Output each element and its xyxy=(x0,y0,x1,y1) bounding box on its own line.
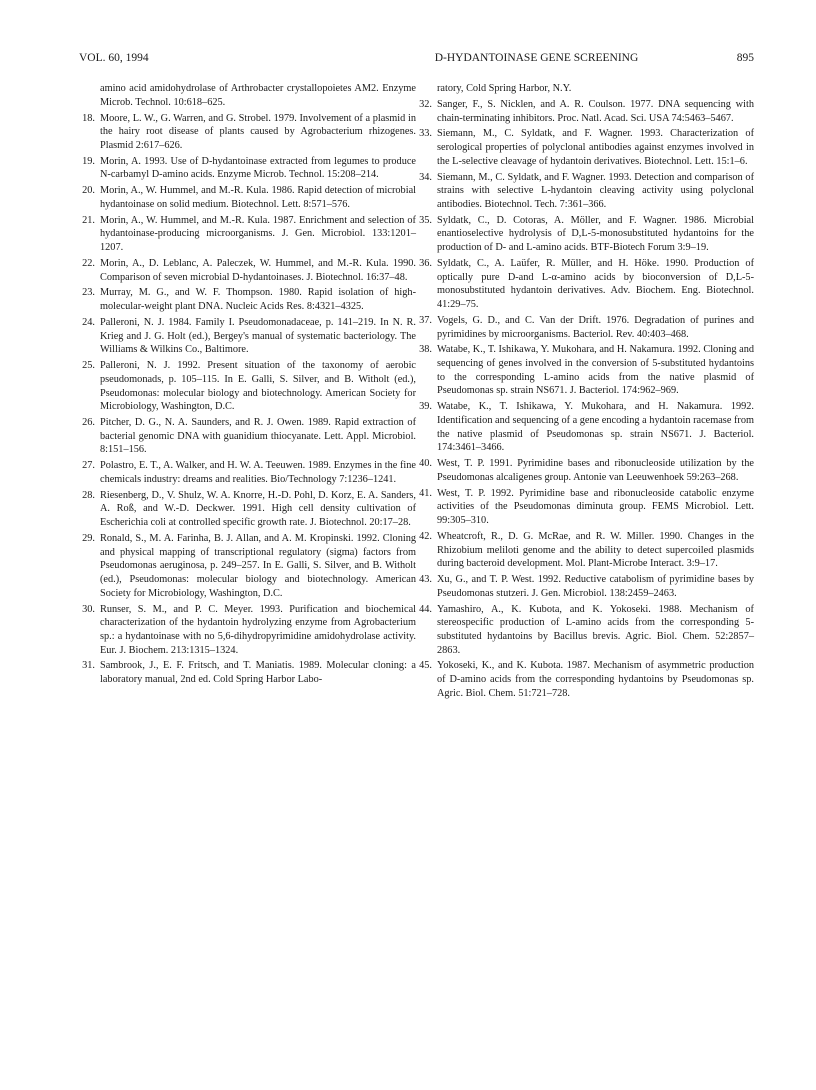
reference-number: 27. xyxy=(82,460,95,472)
reference-number: 43. xyxy=(419,574,432,586)
reference-entry xyxy=(416,171,754,212)
reference-text: Riesenberg, D., V. Shulz, W. A. Knorre, H.-D. Pohl, D. Korz, E. A. Sanders, A. Roß, and W.-D. Deckwer. 1991. High cell density cultivation of Escherichia coli at controlled specific growth rate. J. Biotechnol. 20:17–28. xyxy=(100,489,416,529)
reference-continuation: ratory, Cold Spring Harbor, N.Y. xyxy=(437,83,572,94)
reference-text: Sanger, F., S. Nicklen, and A. R. Coulson. 1977. DNA sequencing with chain-terminating inhibitors. Proc. Natl. Acad. Sci. USA 74:5463–5467. xyxy=(437,98,754,124)
reference-entry xyxy=(416,400,754,455)
reference-entry xyxy=(79,257,416,284)
reference-number: 18. xyxy=(82,112,95,124)
reference-text: Yokoseki, K., and K. Kubota. 1987. Mechanism of asymmetric production of D-amino acids from the corresponding hydantoins by Pseudomonas sp. Agric. Biol. Chem. 51:721–728. xyxy=(437,660,754,699)
running-title: D-HYDANTOINASE GENE SCREENING xyxy=(434,52,639,64)
reference-number: 39. xyxy=(419,401,432,413)
reference-number: 44. xyxy=(419,603,432,615)
reference-number: 28. xyxy=(82,489,95,501)
reference-entry xyxy=(79,359,416,414)
reference-text: Polastro, E. T., A. Walker, and H. W. A. Teeuwen. 1989. Enzymes in the fine chemicals industry: dreams and realities. Bio/Technology 7:1236–1241. xyxy=(100,460,416,485)
reference-number: 26. xyxy=(82,417,95,429)
volume-label: VOL. 60, 1994 xyxy=(79,52,149,64)
reference-text: Ronald, S., M. A. Farinha, B. J. Allan, and A. M. Kropinski. 1992. Cloning and physical mapping of transcriptional regulatory (sigma) factors from Pseudomonas aeruginosa, p. 249–257. In E. Galli, S. Silver, and B. Witholt (ed.), Pseudomonas: molecular biology and biotechnology. American Society for Microbiology, Washington, D.C. xyxy=(100,532,416,599)
reference-number: 36. xyxy=(419,257,432,269)
reference-entry xyxy=(416,573,754,600)
reference-entry xyxy=(416,457,754,484)
reference-entry xyxy=(79,489,416,530)
reference-number: 20. xyxy=(82,185,95,197)
page-number: 895 xyxy=(736,52,754,64)
reference-text: Moore, L. W., G. Warren, and G. Strobel. 1979. Involvement of a plasmid in the hairy root disease of plants caused by Agrobacterium rhizogenes. Plasmid 2:617–626. xyxy=(100,112,416,151)
reference-text: Runser, S. M., and P. C. Meyer. 1993. Purification and biochemical characterization of the hydantoin hydrolyzing enzyme from Agrobacterium sp.: a hydantoinase with no 5,6-dihydropyrimidine amidohydrolase activity. Eur. J. Biochem. 213:1315–1324. xyxy=(100,603,416,656)
reference-entry xyxy=(416,659,754,700)
reference-continuation: amino acid amidohydrolase of Arthrobacter crystallopoietes AM2. Enzyme Microb. Technol. 10:618–625. xyxy=(100,83,416,108)
reference-number: 41. xyxy=(419,487,432,499)
reference-text: Watabe, K., T. Ishikawa, Y. Mukohara, and H. Nakamura. 1992. Cloning and sequencing of genes involved in the conversion of 5-substituted hydantoins to the corresponding L-amino acids from the native plasmid of Pseudomonas sp. strain NS671. J. Bacteriol. 174:962–969. xyxy=(437,344,754,397)
reference-number: 30. xyxy=(82,603,95,615)
reference-text: Morin, A., W. Hummel, and M.-R. Kula. 1987. Enrichment and selection of hydantoinase-producing microorganisms. J. Gen. Microbiol. 133:1201–1207. xyxy=(100,214,416,254)
reference-entry xyxy=(79,659,416,686)
reference-number: 40. xyxy=(419,458,432,470)
reference-text: Murray, M. G., and W. F. Thompson. 1980. Rapid isolation of high-molecular-weight plant DNA. Nucleic Acids Res. 8:4321–4325. xyxy=(100,287,416,313)
reference-entry xyxy=(416,487,754,528)
reference-entry xyxy=(79,532,416,601)
reference-entry xyxy=(416,214,754,255)
reference-text: Morin, A. 1993. Use of D-hydantoinase extracted from legumes to produce N-carbamyl D-amino acids. Enzyme Microb. Technol. 15:208–214. xyxy=(100,155,416,181)
reference-entry xyxy=(79,214,416,255)
reference-text: Palleroni, N. J. 1992. Present situation of the taxonomy of aerobic pseudomonads, p. 105–115. In E. Galli, S. Silver, and B. Witholt (ed.), Pseudomonas: molecular biology and biotechnology. American Society for Microbiology, Washington, D.C. xyxy=(100,360,416,413)
reference-number: 32. xyxy=(419,98,432,110)
reference-text: Siemann, M., C. Syldatk, and F. Wagner. 1993. Characterization of serological properties of polyclonal antibodies against enzymes involved in the L-selective cleavage of hydantoin derivatives. Biotechnol. Lett. 15:1–6. xyxy=(437,128,754,167)
reference-entry xyxy=(79,286,416,313)
reference-entry xyxy=(79,155,416,182)
reference-number: 42. xyxy=(419,530,432,542)
reference-number: 21. xyxy=(82,214,95,226)
reference-number: 33. xyxy=(419,128,432,140)
reference-text: Yamashiro, A., K. Kubota, and K. Yokoseki. 1988. Mechanism of stereospecific production of L-amino acids from the corresponding 5-substituted hydantoins by Bacillus brevis. Agric. Biol. Chem. 52:2857–2863. xyxy=(437,603,754,656)
reference-text: West, T. P. 1991. Pyrimidine bases and ribonucleoside utilization by the Pseudomonas alcaligenes group. Antonie van Leeuwenhoek 59:263–268. xyxy=(437,458,754,483)
reference-number: 34. xyxy=(419,171,432,183)
reference-number: 25. xyxy=(82,360,95,372)
reference-entry xyxy=(416,257,754,312)
reference-text: Sambrook, J., E. F. Fritsch, and T. Maniatis. 1989. Molecular cloning: a laboratory manual, 2nd ed. Cold Spring Harbor Labo- xyxy=(100,660,416,686)
reference-number: 24. xyxy=(82,316,95,328)
reference-entry xyxy=(79,459,416,486)
reference-entry xyxy=(79,112,416,153)
reference-text: Vogels, G. D., and C. Van der Drift. 1976. Degradation of purines and pyrimidines by microorganisms. Bacteriol. Rev. 40:403–468. xyxy=(437,314,754,340)
reference-entry xyxy=(79,184,416,211)
reference-text: Pitcher, D. G., N. A. Saunders, and R. J. Owen. 1989. Rapid extraction of bacterial genomic DNA with guanidium thiocyanate. Lett. Appl. Microbiol. 8:151–156. xyxy=(100,417,416,456)
reference-number: 31. xyxy=(82,660,95,672)
reference-text: Xu, G., and T. P. West. 1992. Reductive catabolism of pyrimidine bases by Pseudomonas stutzeri. J. Gen. Microbiol. 138:2459–2463. xyxy=(437,574,754,599)
reference-text: West, T. P. 1992. Pyrimidine base and ribonucleoside catabolic enzyme activities of the Pseudomonas diminuta group. FEMS Microbiol. Lett. 99:305–310. xyxy=(437,487,754,527)
reference-text: Wheatcroft, R., D. G. McRae, and R. W. Miller. 1990. Changes in the Rhizobium meliloti genome and the ability to detect supercoiled plasmids during bacteroid development. Mol. Plant-Microbe Interact. 3:9–17. xyxy=(437,530,754,570)
running-header xyxy=(79,52,754,68)
reference-entry xyxy=(79,316,416,357)
reference-text: Siemann, M., C. Syldatk, and F. Wagner. 1993. Detection and comparison of strains with selective L-hydantoin cleaving activity using polyclonal antibodies. Biotechnol. Tech. 7:361–366. xyxy=(437,171,754,210)
reference-entry xyxy=(79,603,416,658)
reference-number: 35. xyxy=(419,214,432,226)
reference-entry xyxy=(416,343,754,398)
reference-entry xyxy=(416,314,754,341)
reference-text: Watabe, K., T. Ishikawa, Y. Mukohara, and H. Nakamura. 1992. Identification and sequencing of a gene encoding a hydantoin racemase from the native plasmid of Pseudomonas sp. strain NS671. J. Bacteriol. 174:3461–3466. xyxy=(437,401,754,454)
reference-entry xyxy=(416,98,754,125)
reference-text: Syldatk, C., A. Laüfer, R. Müller, and H. Höke. 1990. Production of optically pure D-and L-α-amino acids by bioconversion of D,L-5-monosubstituted hydantoin derivatives. Adv. Biochem. Eng. Biotechnol. 41:29–75. xyxy=(437,257,754,311)
reference-number: 29. xyxy=(82,532,95,544)
reference-entry xyxy=(416,127,754,168)
reference-number: 19. xyxy=(82,155,95,167)
reference-entry xyxy=(416,530,754,571)
reference-text: Syldatk, C., D. Cotoras, A. Möller, and F. Wagner. 1986. Microbial enantioselective hydrolysis of D,L-5-monosubstituted hydantoins for the production of D- and L-amino acids. BTF-Biotech Forum 3:9–19. xyxy=(437,214,754,254)
reference-entry xyxy=(416,603,754,658)
reference-text: Morin, A., D. Leblanc, A. Paleczek, W. Hummel, and M.-R. Kula. 1990. Comparison of seven microbial D-hydantoinases. J. Biotechnol. 16:37–48. xyxy=(100,257,416,283)
reference-number: 22. xyxy=(82,257,95,269)
reference-number: 23. xyxy=(82,287,95,299)
reference-number: 37. xyxy=(419,314,432,326)
reference-text: Morin, A., W. Hummel, and M.-R. Kula. 1986. Rapid detection of microbial hydantoinase on solid medium. Biotechnol. Lett. 8:571–576. xyxy=(100,185,416,210)
reference-text: Palleroni, N. J. 1984. Family I. Pseudomonadaceae, p. 141–219. In N. R. Krieg and J. G. Holt (ed.), Bergey's manual of systematic bacteriology. The Williams & Wilkins Co., Baltimore. xyxy=(100,316,416,356)
reference-number: 45. xyxy=(419,660,432,672)
references-left-column xyxy=(79,82,416,689)
references-right-column xyxy=(416,82,754,703)
reference-entry xyxy=(79,416,416,457)
reference-number: 38. xyxy=(419,344,432,356)
